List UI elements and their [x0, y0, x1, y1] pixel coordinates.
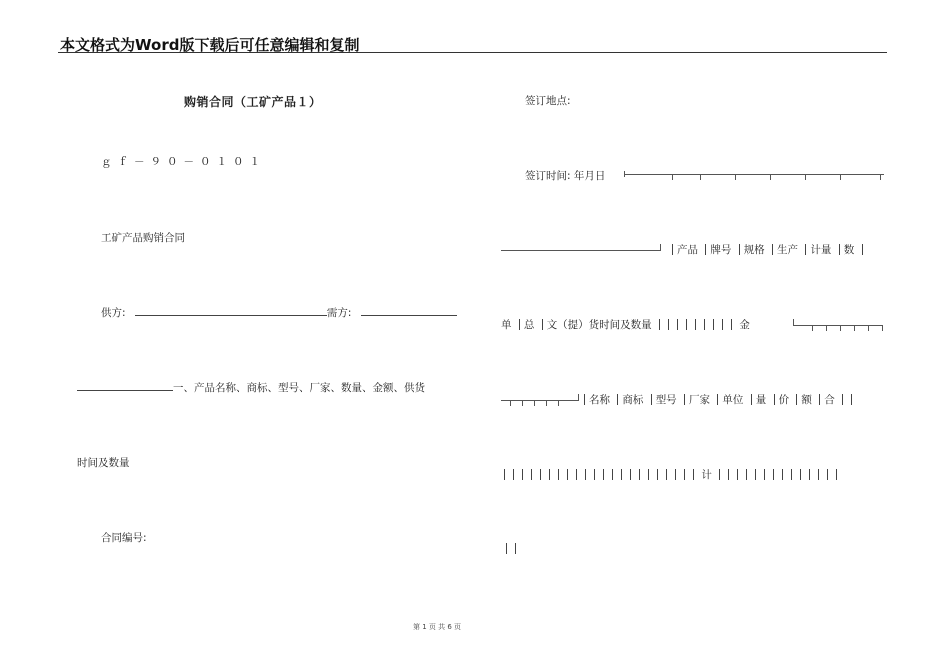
supplier-label: 供方:: [101, 307, 126, 319]
table-row-4-tick: [840, 325, 841, 331]
table-cell: 量: [755, 394, 767, 406]
table-cell: 合: [824, 394, 835, 406]
contract-code: ｇｆ－９０－０１０１: [101, 156, 266, 168]
table-row-4-tick: [882, 325, 883, 331]
clause-one-cont: 时间及数量: [77, 457, 130, 469]
contract-no-label: 合同编号:: [101, 532, 147, 544]
header-title: 本文格式为Word版下载后可任意编辑和复制: [60, 36, 360, 54]
sign-time-tick: [624, 171, 625, 177]
table-row-4-rule: [793, 325, 883, 326]
parties-line: [101, 305, 457, 320]
sign-time-label: 签订时间: 年月日: [525, 170, 606, 182]
table-row-5-rule: [501, 400, 579, 401]
header-rule: [58, 52, 887, 53]
table-row-7: [502, 542, 520, 554]
contract-subtitle: 工矿产品购销合同: [101, 232, 185, 244]
table-cell: 计量: [810, 244, 832, 256]
table-row-3-tick: [660, 244, 661, 250]
table-cell: 单: [501, 319, 512, 331]
sign-time-tick: [880, 174, 881, 180]
table-row-3-rule: [501, 250, 661, 251]
table-row-5-tick: [546, 400, 547, 406]
table-cell: 名称: [589, 394, 610, 406]
table-cell: 牌号: [710, 244, 732, 256]
contract-title: 购销合同（工矿产品１）: [184, 95, 322, 109]
sign-time-tick: [770, 174, 771, 180]
table-cell: 额: [801, 394, 812, 406]
table-cell: 文（提）货时间及数量: [546, 319, 652, 331]
table-row-4: [501, 317, 750, 332]
clause-one: 一、产品名称、商标、型号、厂家、数量、金额、供货: [173, 382, 425, 394]
table-row-5-tick: [558, 400, 559, 406]
sign-time-tick: [805, 174, 806, 180]
table-row-5-tick: [522, 400, 523, 406]
table-row-4-tick: [826, 325, 827, 331]
sign-time-tick: [672, 174, 673, 180]
sign-time-tick: [840, 174, 841, 180]
table-cell: 单位: [722, 394, 744, 406]
table-cell: 型号: [655, 394, 677, 406]
supplier-blank: [135, 305, 327, 316]
table-row-6: [500, 467, 841, 482]
clause-blank: [77, 380, 173, 391]
buyer-label: 需方:: [326, 307, 352, 319]
table-cell: 总: [523, 319, 535, 331]
table-row-5-tick: [534, 400, 535, 406]
sign-time-tick: [700, 174, 701, 180]
table-row-4-tick: [812, 325, 813, 331]
page-footer: 第 1 页 共 6 页: [413, 623, 462, 631]
table-row-5-tick: [510, 400, 511, 406]
table-row-5-tick: [578, 394, 579, 400]
table-cell: 金: [739, 319, 750, 331]
table-cell: 厂家: [689, 394, 711, 406]
table-cell: 价: [778, 394, 790, 406]
table-cell: 计: [701, 469, 712, 481]
table-cell: 生产: [777, 244, 799, 256]
sign-time-tick: [735, 174, 736, 180]
table-row-4-tick: [868, 325, 869, 331]
table-cell: 产品: [677, 244, 698, 256]
table-row-4-tick: [793, 319, 794, 325]
table-row-3: [668, 242, 867, 257]
table-row-4-tick: [854, 325, 855, 331]
table-cell: 商标: [622, 394, 644, 406]
table-cell: 数: [843, 244, 855, 256]
table-cell: 规格: [743, 244, 765, 256]
sign-time-rule: [624, 174, 884, 175]
sign-place-label: 签订地点:: [525, 95, 571, 107]
table-row-5: [580, 392, 856, 407]
buyer-blank: [361, 305, 457, 316]
clause-one-line: [77, 380, 425, 395]
